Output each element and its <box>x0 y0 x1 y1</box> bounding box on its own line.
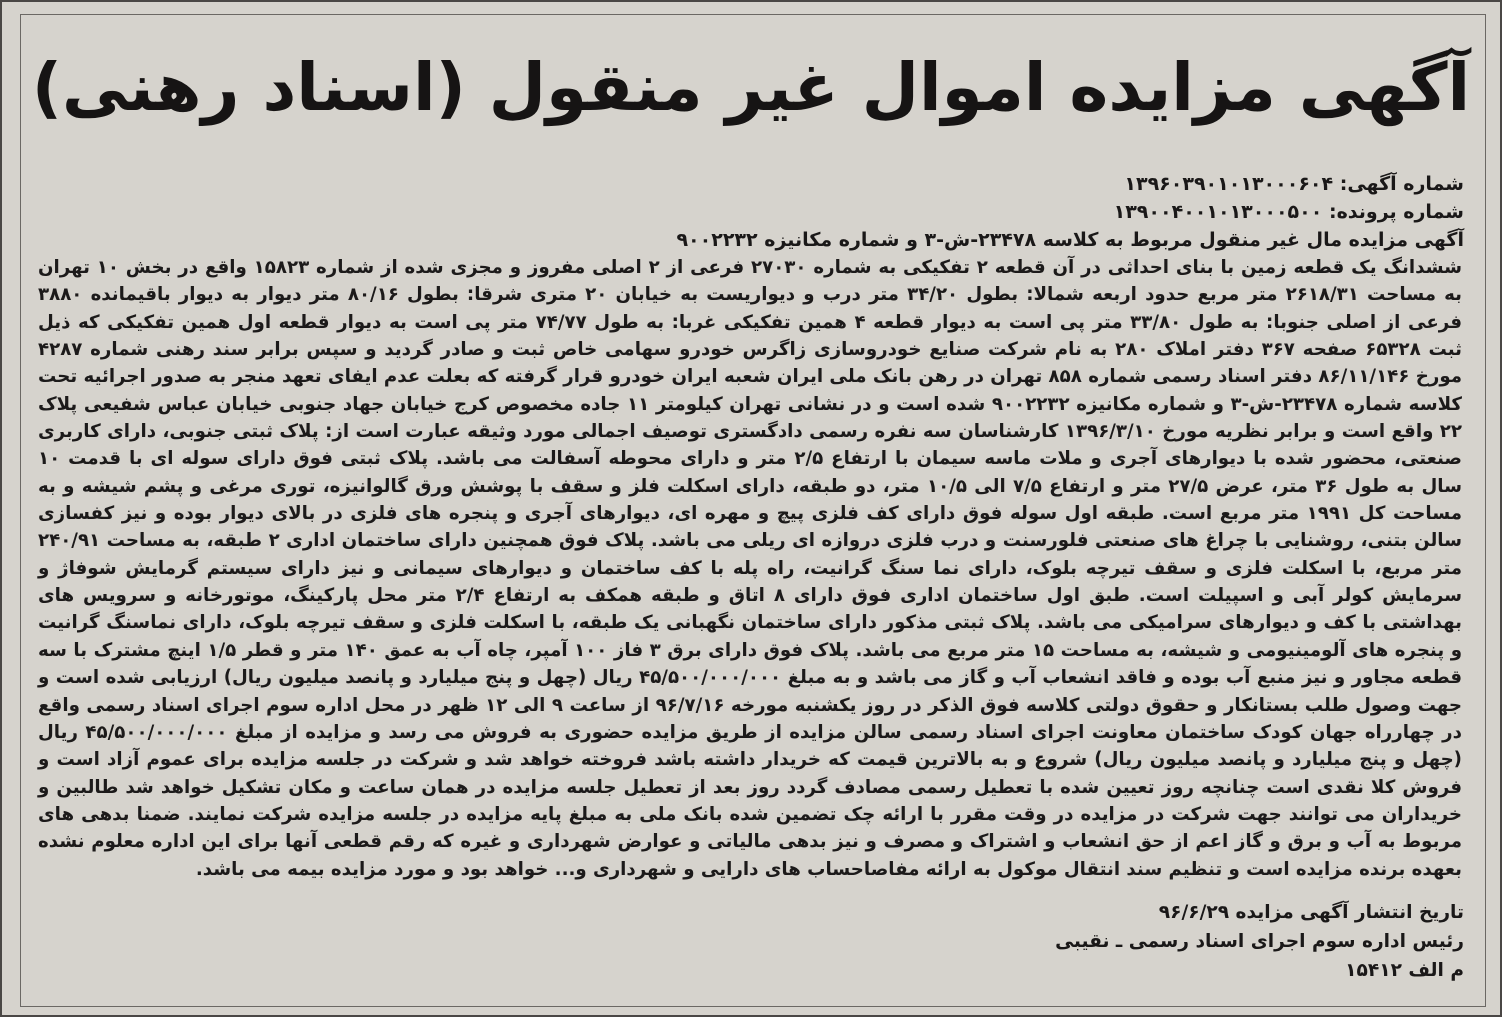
notice-number: شماره آگهی: ۱۳۹۶۰۳۹۰۱۰۱۳۰۰۰۶۰۴ <box>1124 173 1464 195</box>
notice-code: م الف ۱۵۴۱۲ <box>1345 960 1464 981</box>
notice-intro: آگهی مزایده مال غیر منقول مربوط به کلاسه ۲۳۴۷۸-ش-۳ و شماره مکانیزه ۹۰۰۲۲۳۲ <box>676 229 1464 251</box>
notice-body <box>38 254 1462 883</box>
publish-date: تاریخ انتشار آگهی مزایده ۹۶/۶/۲۹ <box>1158 902 1464 923</box>
notice-footer <box>764 898 1464 985</box>
notice-meta <box>44 170 1464 254</box>
signatory: رئیس اداره سوم اجرای اسناد رسمی ـ نقیبی <box>1055 931 1464 952</box>
notice-body-paragraph: ششدانگ یک قطعه زمین با بنای احداثی در آن قطعه ۲ تفکیکی به شماره ۲۷۰۳۰ فرعی از ۲ اصلی مفروز و مجزی شده از شماره ۱۵۸۲۳ واقع در بخش ۱۰ تهران به مساحت ۲۶۱۸/۳۱ متر مربع حدود اربعه شمالا: بطول ۳۴/۲۰ متر درب و دیواریست به خیابان ۲۰ متری شرقا: بطول ۸۰/۱۶ متر دیوار به دیوار باقیمانده ۳۸۸۰ فرعی از اصلی جنوبا: به طول ۳۳/۸۰ متر پی است به دیوار قطعه ۴ همین تفکیکی غربا: به طول ۷۴/۷۷ متر پی است به دیوار قطعه اول همین تفکیکی که ذیل ثبت ۶۵۳۲۸ صفحه ۳۶۷ دفتر املاک ۲۸۰ به نام شرکت صنایع خودروسازی زاگرس خودرو سهامی خاص ثبت و صادر گردید و سپس برابر سند رهنی شماره ۴۲۸۷ مورخ ۸۶/۱۱/۱۴۶ دفتر اسناد رسمی شماره ۸۵۸ تهران در رهن بانک ملی ایران شعبه ایران خودرو قرار گرفته که بعلت عدم ایفای تعهد منجر به صدور اجرائیه تحت کلاسه شماره ۲۳۴۷۸-ش-۳ و شماره مکانیزه ۹۰۰۲۲۳۲ شده است و در نشانی تهران کیلومتر ۱۱ جاده مخصوص کرج خیابان جهاد جنوبی خیابان عباس شفیعی پلاک ۲۲ واقع است و برابر نظریه مورخ ۱۳۹۶/۳/۱۰ کارشناسان سه نفره رسمی دادگستری توصیف اجمالی مورد وثیقه عبارت است از: پلاک ثبتی جنوبی، دارای کاربری صنعتی، محضور شده با دیوارهای آجری و ملات ماسه سیمان با ارتفاع ۲/۵ متر و دارای محوطه آسفالت می باشد. پلاک ثبتی فوق دارای سوله ای با قدمت ۱۰ سال به طول ۳۶ متر، عرض ۲۷/۵ متر و ارتفاع ۷/۵ الی ۱۰/۵ متر، دو طبقه، دارای اسکلت فلز و سقف با پوشش ورق گالوانیزه، توری مرغی و پشم شیشه و به مساحت کل ۱۹۹۱ متر مربع است. طبقه اول سوله فوق دارای کف فلزی پیچ و مهره ای، دیوارهای آجری و پنجره های فلزی در بالای دیوار بوده و نیز کفسازی سالن بتنی، روشنایی با چراغ های صنعتی فلورسنت و درب فلزی دروازه ای ریلی می باشد. پلاک فوق همچنین دارای ساختمان اداری ۲ طبقه، به مساحت ۲۴۰/۹۱ متر مربع، با اسکلت فلزی و سقف تیرچه بلوک، دارای نما سنگ گرانیت، راه پله با کف ساختمان و دیوارهای سیمانی و نیز دارای سیستم گرمایش شوفاژ و سرمایش کولر آبی و اسپیلت است. طبق اول ساختمان اداری فوق دارای ۸ اتاق و طبقه همکف به ارتفاع ۲/۴ متر محل پارکینگ، موتورخانه و سرویس های بهداشتی با کف و دیوارهای سرامیکی می باشد. پلاک ثبتی مذکور دارای ساختمان نگهبانی یک طبقه، با اسکلت فلزی و سقف تیرچه بلوک، دارای نماسنگ گرانیت و پنجره های آلومینیومی و شیشه، به مساحت ۱۵ متر مربع می باشد. پلاک فوق دارای برق ۳ فاز ۱۰۰ آمپر، چاه آب به عمق ۱۴۰ متر و قطر ۱/۵ اینچ مشترک با سه قطعه مجاور و نیز منبع آب بوده و فاقد انشعاب آب و گاز می باشد و به مبلغ ۴۵/۵۰۰/۰۰۰/۰۰۰ ریال (چهل و پنج میلیارد و پانصد میلیون ریال) ارزیابی شده است و جهت وصول طلب بستانکار و حقوق دولتی کلاسه فوق الذکر در روز یکشنبه مورخه ۹۶/۷/۱۶ از ساعت ۹ الی ۱۲ ظهر در محل اداره سوم اجرای اسناد رسمی واقع در چهارراه جهان کودک ساختمان معاونت اجرای اسناد رسمی سالن مزایده از طریق مزایده حضوری به فروش می رسد و مزایده از مبلغ ۴۵/۵۰۰/۰۰۰/۰۰۰ ریال (چهل و پنج میلیارد و پانصد میلیون ریال) شروع و به بالاترین قیمت که خریدار داشته باشد فروخته خواهد شد و شرکت در جلسه مزایده برای عموم آزاد است و فروش کلا نقدی است چنانچه روز تعیین شده با تعطیل رسمی مصادف گردد روز بعد از تعطیل جلسه مزایده در همان ساعت و مکان تشکیل خواهد شد طالبین و خریداران می توانند جهت شرکت در مزایده در وقت مقرر با ارائه چک تضمین شده بانک ملی به مبلغ پایه مزایده در جلسه مزایده شرکت نمایند. ضمنا بدهی های مربوط به آب و برق و گاز اعم از حق انشعاب و اشتراک و مصرف و نیز بدهی مالیاتی و عوارض شهرداری و غیره که رقم قطعی آنها برای این اداره معلوم نشده بعهده برنده مزایده است و تنظیم سند انتقال موکول به ارائه مفاصاحساب های دارایی و شهرداری و... خواهد بود و مورد مزایده بیمه می باشد. <box>38 257 1463 880</box>
notice-title: آگهی مزایده اموال غیر منقول (اسناد رهنی) <box>31 49 1471 126</box>
case-number: شماره پرونده: ۱۳۹۰۰۴۰۰۱۰۱۳۰۰۰۵۰۰ <box>1113 201 1464 223</box>
